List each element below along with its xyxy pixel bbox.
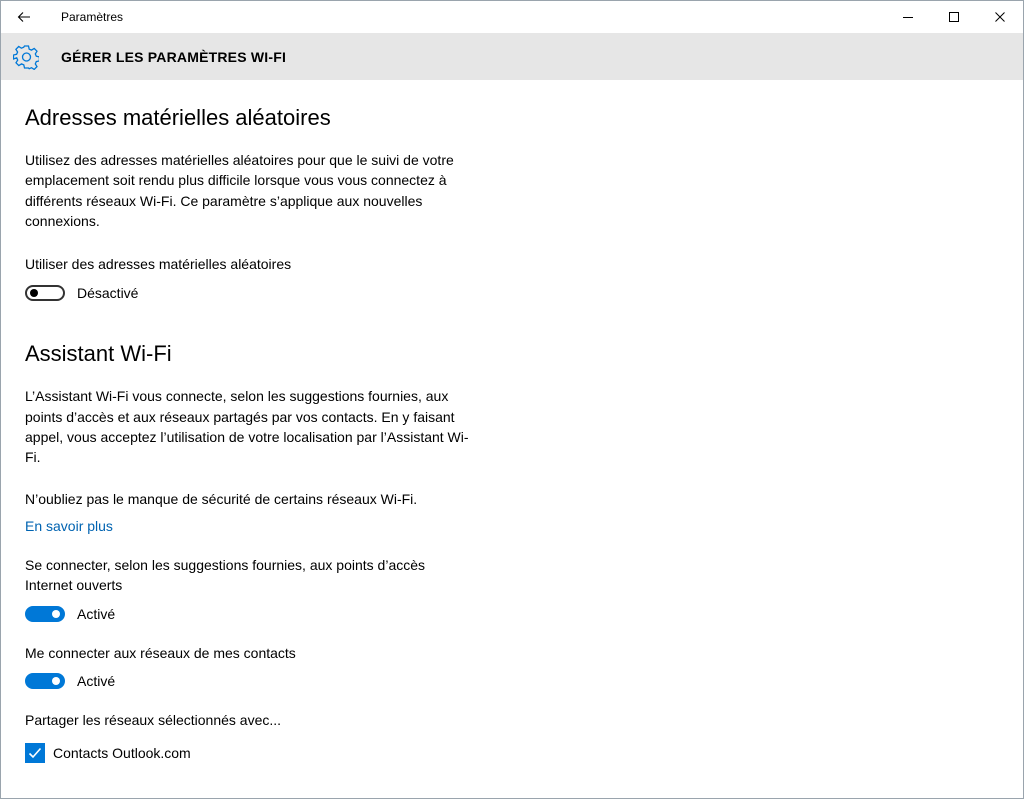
gear-icon (13, 44, 39, 70)
learn-more-container (25, 518, 505, 536)
toggle-knob (52, 677, 60, 685)
section-heading-wifi-assistant: Assistant Wi-Fi (25, 341, 172, 367)
window-controls (885, 1, 1023, 33)
wifi-assistant-description: L’Assistant Wi-Fi vous connecte, selon les suggestions fournies, aux points d’accès et aux réseaux partagés par vos contacts. En y faisant appel, vous acceptez l’utilisation de votre localisation par l’Assistant Wi-Fi. (25, 388, 469, 466)
minimize-button[interactable] (885, 1, 931, 33)
close-button[interactable] (977, 1, 1023, 33)
random-hw-toggle-state: Désactivé (77, 285, 139, 302)
contacts-networks-toggle-state: Activé (77, 672, 116, 689)
checkmark-icon (27, 745, 43, 761)
minimize-icon (902, 11, 914, 23)
security-warning: N’oubliez pas le manque de sécurité de certains réseaux Wi-Fi. (25, 490, 418, 507)
contacts-networks-toggle[interactable] (25, 673, 65, 689)
share-outlook-row (25, 742, 505, 764)
random-hw-toggle-label: Utiliser des adresses matérielles aléatoires (25, 256, 292, 273)
random-hw-toggle[interactable] (25, 285, 65, 301)
app-title: Paramètres (61, 10, 124, 24)
back-button[interactable] (1, 1, 47, 33)
open-hotspots-toggle[interactable] (25, 606, 65, 622)
contacts-networks-label: Me connecter aux réseaux de mes contacts (25, 644, 296, 661)
settings-content (25, 80, 505, 764)
share-networks-label: Partager les réseaux sélectionnés avec... (25, 711, 282, 728)
page-title: GÉRER LES PARAMÈTRES WI-FI (61, 48, 287, 65)
close-icon (994, 11, 1006, 23)
maximize-button[interactable] (931, 1, 977, 33)
open-hotspots-toggle-state: Activé (77, 605, 116, 622)
toggle-knob (30, 289, 38, 297)
learn-more-link[interactable]: En savoir plus (25, 517, 113, 534)
back-arrow-icon (16, 9, 32, 25)
page-header (1, 33, 1023, 80)
random-hw-description: Utilisez des adresses matérielles aléatoires pour que le suivi de votre emplacement soit rendu plus difficile lorsque vous vous connectez à différents réseaux Wi-Fi. Ce paramètre s’applique aux nouvelles connexions. (25, 152, 454, 229)
random-hw-toggle-row (25, 281, 505, 305)
section-heading-random-hw: Adresses matérielles aléatoires (25, 105, 331, 130)
settings-icon-container (13, 44, 39, 70)
open-hotspots-label: Se connecter, selon les suggestions fournies, aux points d’accès Internet ouverts (25, 556, 426, 594)
share-outlook-checkbox[interactable] (25, 743, 45, 763)
contacts-networks-toggle-row (25, 669, 505, 693)
share-outlook-label: Contacts Outlook.com (53, 745, 191, 762)
title-bar (1, 1, 1023, 33)
maximize-icon (948, 11, 960, 23)
open-hotspots-toggle-row (25, 602, 505, 626)
toggle-knob (52, 610, 60, 618)
